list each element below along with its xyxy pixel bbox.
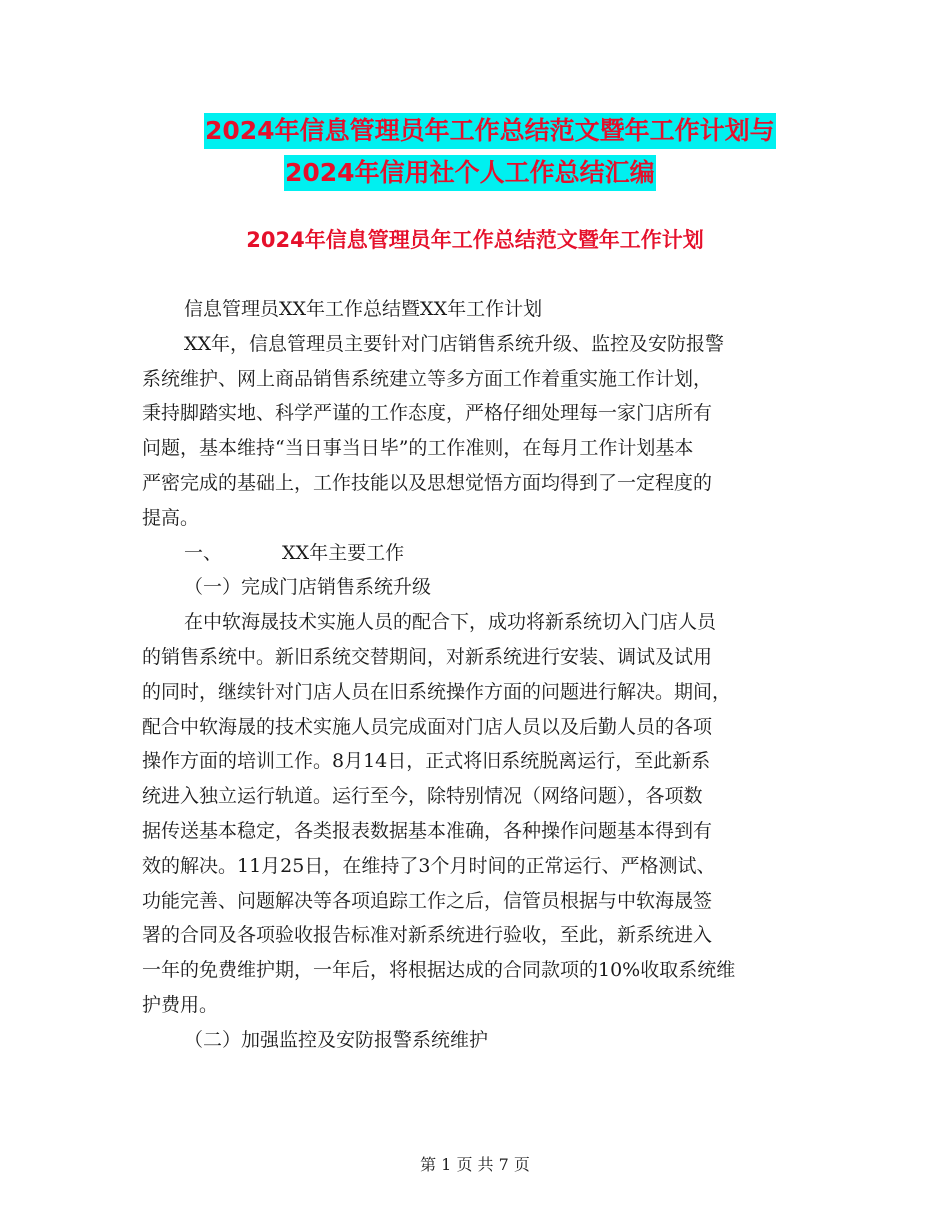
section-number: 一、 <box>184 541 223 564</box>
text-line: 功能完善、问题解决等各项追踪工作之后，信管员根据与中软海晟签 <box>142 889 713 912</box>
text-line: 严密完成的基础上，工作技能以及思想觉悟方面均得到了一定程度的 <box>142 471 713 494</box>
main-title-line2: 2024年信用社个人工作总结汇编 <box>284 155 656 191</box>
text-line: 据传送基本稳定，各类报表数据基本准确，各种操作问题基本得到有 <box>142 819 713 842</box>
text-line: 的销售系统中。新旧系统交替期间，对新系统进行安装、调试及试用 <box>142 645 713 668</box>
main-title-line1: 2024年信息管理员年工作总结范文暨年工作计划与 <box>204 113 776 149</box>
section-title: 2024年信息管理员年工作总结范文暨年工作计划 <box>246 228 704 252</box>
body-text <box>142 292 822 1058</box>
section-heading-text: XX年主要工作 <box>282 541 405 564</box>
text-line: 问题，基本维持“当日事当日毕”的工作准则，在每月工作计划基本 <box>142 437 694 460</box>
text-line: 统进入独立运行轨道。运行至今，除特别情况（网络问题），各项数 <box>142 785 703 808</box>
section-heading <box>142 536 822 571</box>
text-line: 提高。 <box>142 506 200 529</box>
subsection-heading: （一）完成门店销售系统升级 <box>184 576 432 599</box>
text-line: 秉持脚踏实地、科学严谨的工作态度，严格仔细处理每一家门店所有 <box>142 402 713 425</box>
text-line: 一年的免费维护期，一年后，将根据达成的合同款项的10%收取系统维 <box>142 959 736 982</box>
text-line: 效的解决。11月25日，在维持了3个月时间的正常运行、严格测试、 <box>142 854 716 877</box>
text-line: 系统维护、网上商品销售系统建立等多方面工作着重实施工作计划， <box>142 367 713 390</box>
text-line: 署的合同及各项验收报告标准对新系统进行验收，至此，新系统进入 <box>142 924 713 947</box>
paragraph-heading: 信息管理员XX年工作总结暨XX年工作计划 <box>184 298 543 320</box>
text-line: 的同时，继续针对门店人员在旧系统操作方面的问题进行解决。期间， <box>142 680 732 703</box>
page-footer: 第 1 页 共 7 页 <box>420 1155 530 1174</box>
text-line: 在中软海晟技术实施人员的配合下，成功将新系统切入门店人员 <box>184 611 717 634</box>
subsection-heading: （二）加强监控及安防报警系统维护 <box>184 1028 489 1051</box>
text-line: 操作方面的培训工作。8月14日，正式将旧系统脱离运行，至此新系 <box>142 750 711 773</box>
text-line: 护费用。 <box>142 993 219 1016</box>
text-line: 配合中软海晟的技术实施人员完成面对门店人员以及后勤人员的各项 <box>142 715 713 738</box>
text-line: XX年，信息管理员主要针对门店销售系统升级、监控及安防报警 <box>184 332 725 355</box>
